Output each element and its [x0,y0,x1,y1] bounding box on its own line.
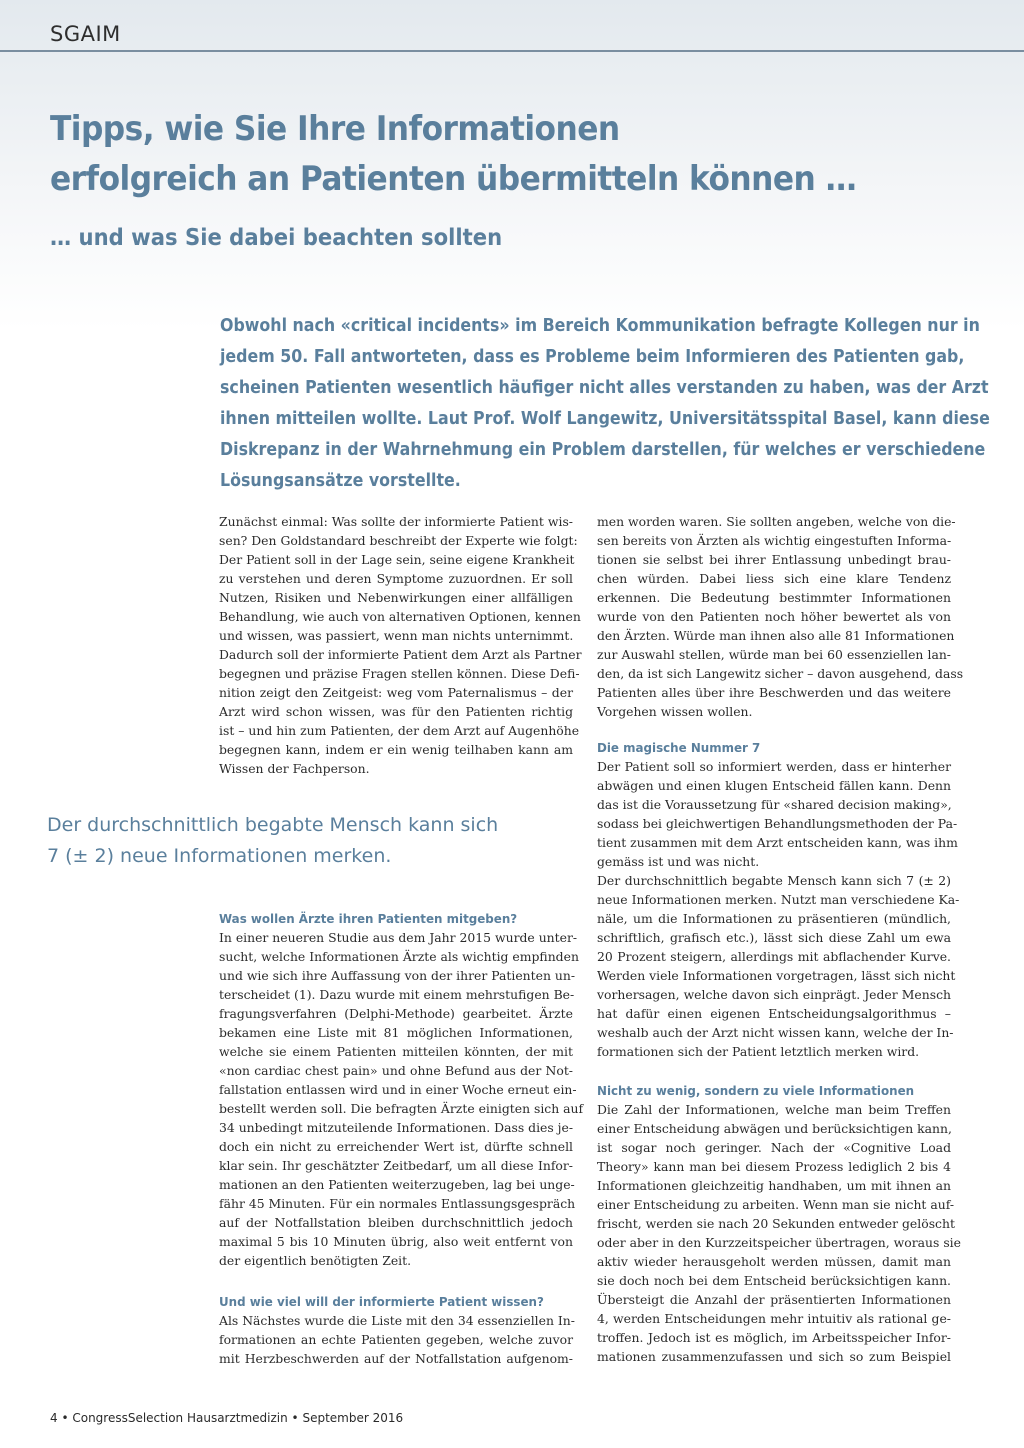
body-line: mationen an den Patienten weiterzugeben, lag bei unge- [219,1177,575,1192]
body-line: Patienten alles über ihre Beschwerden und das weitere [597,685,951,700]
body-line: Übersteigt die Anzahl der präsentierten Informationen [597,1292,951,1307]
body-line: gemäss ist und was nicht. [597,854,760,869]
body-line: näle, um die Informationen zu präsentieren (mündlich, [597,911,951,926]
body-line: frischt, werden sie nach 20 Sekunden entweder gelöscht [597,1216,955,1231]
body-line: chen würden. Dabei liess sich eine klare Tendenz [597,571,951,586]
body-line: sucht, welche Informationen Ärzte als wichtig empfinden [219,949,579,964]
lead-line: Obwohl nach «critical incidents» im Bereich Kommunikation befragte Kollegen nur in [220,316,980,336]
section-doctors [219,909,584,1270]
section-heading: Was wollen Ärzte ihren Patienten mitgeben? [219,911,518,926]
body-line: Der Patient soll so informiert werden, dass er hinterher [597,759,951,774]
section-heading: Und wie viel will der informierte Patient wissen? [219,1294,544,1309]
body-line: klar sein. Ihr geschätzter Zeitbedarf, um all diese Infor- [219,1158,573,1173]
lead-line: jedem 50. Fall antworteten, dass es Probleme beim Informieren des Patienten gab, [220,347,965,367]
title-line: Tipps, wie Sie Ihre Informationen [50,109,620,149]
body-line: begegnen und präzise Fragen stellen können. Diese Defi- [219,666,580,681]
body-line: fähr 45 Minuten. Für ein normales Entlassungsgespräch [219,1196,576,1211]
page-footer: 4 • CongressSelection Hausarztmedizin • September 2016 [50,1411,404,1425]
body-line: Theory» kann man bei diesem Prozess lediglich 2 bis 4 [597,1159,951,1174]
body-line: In einer neueren Studie aus dem Jahr 2015 wurde unter- [219,930,578,945]
section-too-much-info [597,1081,961,1366]
body-line: terscheidet (1). Dazu wurde mit einem mehrstufigen Be- [219,987,575,1002]
section-patients [219,1292,573,1368]
body-line: Der durchschnittlich begabte Mensch kann sich 7 (± 2) [597,873,951,888]
article-title [50,104,915,204]
body-line: 4, werden Entscheidungen mehr intuitiv als rational ge- [597,1311,951,1326]
body-line: welche sie einem Patienten mitteilen könnten, der mit [219,1044,573,1059]
body-line: schriftlich, grafisch etc.), lässt sich diese Zahl um ewa [597,930,951,945]
body-line: doch ein nicht zu erreichender Wert ist, dürfte schnell [219,1139,573,1154]
body-line: 20 Prozent steigern, allerdings mit abflachender Kurve. [597,949,951,964]
body-line: nition zeigt den Zeitgeist: weg vom Paternalismus – der [219,685,573,700]
body-line: troffen. Jedoch ist es möglich, im Arbeitsspeicher Infor- [597,1330,951,1345]
body-line: neue Informationen merken. Nutzt man verschiedene Ka- [597,892,960,907]
section-heading: Die magische Nummer 7 [597,740,761,755]
body-line: Arzt wird schon wissen, was für den Patienten richtig [219,704,573,719]
lead-line: ihnen mitteilen wollte. Laut Prof. Wolf Langewitz, Universitätsspital Basel, kann diese [220,409,990,429]
body-line: Wissen der Fachperson. [219,761,370,776]
section-magic-seven [597,738,960,1061]
body-line: sodass bei gleichwertigen Behandlungsmethoden der Pa- [597,816,958,831]
body-line: Vorgehen wissen wollen. [597,704,753,719]
body-line: formationen sich der Patient letztlich merken wird. [597,1044,920,1059]
body-line: oder aber in den Kurzzeitspeicher übertragen, woraus sie [597,1235,961,1250]
section-heading: Nicht zu wenig, sondern zu viele Informationen [597,1083,915,1098]
body-line: mationen zusammenzufassen und sich so zum Beispiel [597,1349,951,1364]
body-line: Die Zahl der Informationen, welche man beim Treffen [597,1102,951,1117]
pull-quote [47,810,547,872]
continuation-paragraph [597,512,964,721]
body-line: wurde von den Patienten noch höher bewertet als von [597,609,951,624]
body-line: tionen sie selbst bei ihrer Entlassung unbedingt brau- [597,552,951,567]
body-line: einer Entscheidung abwägen und berücksichtigen kann, [597,1121,952,1136]
body-line: zur Auswahl stellen, würde man bei 60 essenziellen lan- [597,647,951,662]
body-line: aktiv wieder herausgeholt werden müssen, damit man [597,1254,951,1269]
body-line: Dadurch soll der informierte Patient dem Arzt als Partner [219,647,582,662]
body-line: zu verstehen und deren Symptome zuzuordnen. Er soll [219,571,573,586]
body-line: den, da ist sich Langewitz sicher – davon ausgehend, dass [597,666,964,681]
section-label: SGAIM [50,22,121,46]
body-line: ist sogar noch geringer. Nach der «Cognitive Load [597,1140,951,1155]
body-line: der eigentlich benötigten Zeit. [219,1253,412,1268]
body-line: «non cardiac chest pain» und ohne Befund aus der Not- [219,1063,573,1078]
lead-line: scheinen Patienten wesentlich häufiger nicht alles verstanden zu haben, was der Arzt [220,378,989,398]
body-line: Als Nächstes wurde die Liste mit den 34 essenziellen In- [219,1313,575,1328]
lead-paragraph [220,311,990,497]
pull-quote-line: 7 (± 2) neue Informationen merken. [47,845,392,867]
body-line: auf der Notfallstation bleiben durchschnittlich jedoch [219,1215,573,1230]
body-line: ist – und hin zum Patienten, der dem Arzt auf Augenhöhe [219,723,580,738]
body-line: formationen an echte Patienten gegeben, welche zuvor [219,1332,573,1347]
body-line: sie doch noch bei dem Entscheid berücksichtigen kann. [597,1273,951,1288]
intro-paragraph [219,512,582,778]
article-subtitle: … und was Sie dabei beachten sollten [50,225,503,251]
body-line: bestellt werden soll. Die befragten Ärzte einigten sich auf [219,1101,584,1116]
body-line: maximal 5 bis 10 Minuten übrig, also weit entfernt von [219,1234,573,1249]
body-line: Der Patient soll in der Lage sein, seine eigene Krankheit [219,552,575,567]
body-line: tient zusammen mit dem Arzt entscheiden kann, was ihm [597,835,958,850]
body-line: fragungsverfahren (Delphi-Methode) gearbeitet. Ärzte [219,1006,573,1021]
body-line: den Ärzten. Würde man ihnen also alle 81 Informationen [597,628,955,643]
body-line: Werden viele Informationen vorgetragen, lässt sich nicht [597,968,956,983]
body-line: 34 unbedingt mitzuteilende Informationen. Dass dies je- [219,1120,574,1135]
pull-quote-line: Der durchschnittlich begabte Mensch kann sich [47,814,499,836]
header-rule [0,50,1024,52]
body-line: Zunächst einmal: Was sollte der informierte Patient wis- [219,514,573,529]
body-line: men worden waren. Sie sollten angeben, welche von die- [597,514,956,529]
body-line: Behandlung, wie auch von alternativen Optionen, kennen [219,609,581,624]
body-line: Informationen gleichzeitig handhaben, um mit ihnen an [597,1178,951,1193]
title-line: erfolgreich an Patienten übermitteln können … [50,159,857,199]
body-line: hat dafür einen eigenen Entscheidungsalgorithmus – [597,1006,951,1021]
body-line: fallstation entlassen wird und in einer Woche erneut ein- [219,1082,577,1097]
body-line: erkennen. Die Bedeutung bestimmter Informationen [597,590,951,605]
body-line: und wie sich ihre Auffassung von der ihrer Patienten un- [219,968,576,983]
body-line: sen? Den Goldstandard beschreibt der Experte wie folgt: [219,533,578,548]
body-line: mit Herzbeschwerden auf der Notfallstation aufgenom- [219,1351,573,1366]
body-line: und wissen, was passiert, wenn man nichts unternimmt. [219,628,574,643]
lead-line: Diskrepanz in der Wahrnehmung ein Problem darstellen, für welches er verschiedene [220,440,986,460]
body-line: das ist die Voraussetzung für «shared decision making», [597,797,952,812]
body-line: weshalb auch der Arzt nicht wissen kann, welche der In- [597,1025,954,1040]
body-line: begegnen kann, indem er ein wenig teilhaben kann am [219,742,573,757]
body-line: Nutzen, Risiken und Nebenwirkungen einer allfälligen [219,590,573,605]
body-line: einer Entscheidung zu arbeiten. Wenn man sie nicht auf- [597,1197,955,1212]
body-line: bekamen eine Liste mit 81 möglichen Informationen, [219,1025,573,1040]
body-line: abwägen und einen klugen Entscheid fällen kann. Denn [597,778,951,793]
body-line: sen bereits von Ärzten als wichtig eingestuften Informa- [597,533,952,548]
lead-line: Lösungsansätze vorstellte. [220,471,461,491]
body-line: vorhersagen, welche davon sich einprägt. Jeder Mensch [597,987,951,1002]
